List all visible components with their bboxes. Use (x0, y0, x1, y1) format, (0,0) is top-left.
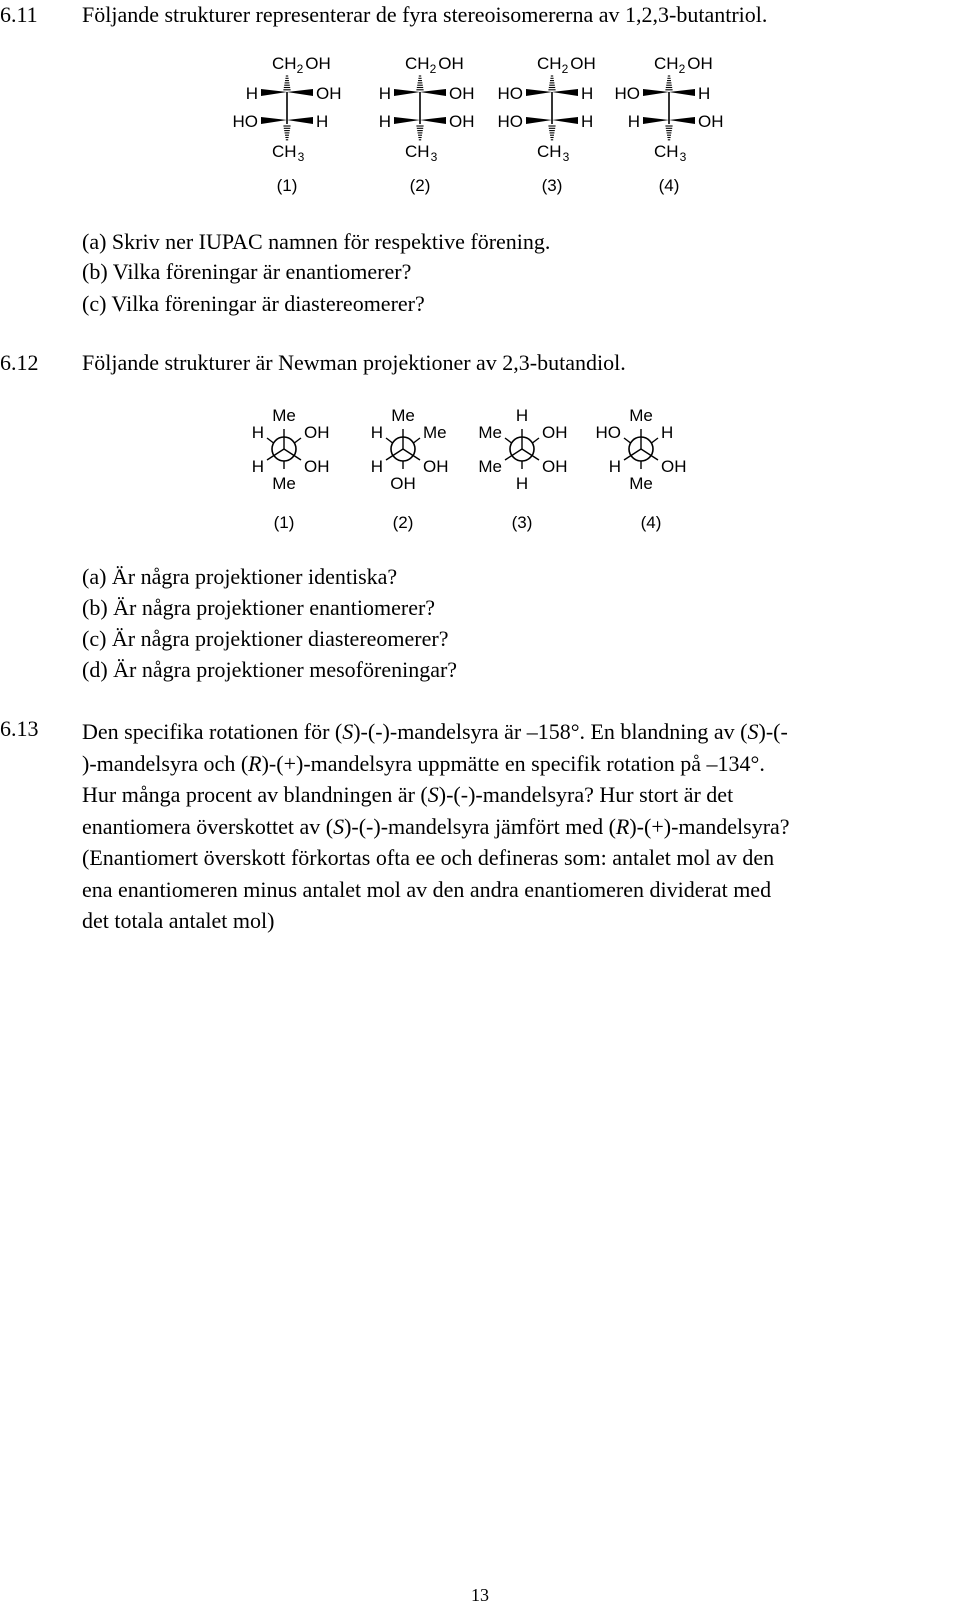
newman-bottom-group: Me (629, 474, 653, 493)
top-group: $CH_2$ OH (654, 54, 713, 76)
fischer-structure (379, 54, 475, 195)
projection-label: (4) (640, 513, 662, 532)
text-run: )-(-)-mandelsyra jämfört med ( (344, 813, 616, 839)
row1-left-substituent: HO (497, 84, 523, 103)
page-number: 13 (471, 1585, 489, 1605)
top-group: $CH_2$ OH (405, 54, 464, 76)
stereo-descriptor: R (248, 750, 262, 776)
row2-left-substituent: H (627, 112, 640, 131)
projection-label: (1) (273, 513, 295, 532)
newman-lower-right-group: OH (304, 457, 330, 476)
stereo-descriptor: R (615, 813, 630, 839)
section-number: 6.13 (0, 716, 39, 741)
question-6-11-c: (c) Vilka föreningar är diastereomerer? (82, 291, 425, 316)
newman-lower-left-group: H (251, 457, 264, 476)
text-run: enantiomera överskottet av ( (82, 813, 334, 839)
section-number: 6.11 (0, 2, 38, 27)
newman-upper-left-group: HO (595, 423, 621, 442)
newman-top-group: H (515, 406, 529, 425)
row1-left-substituent: HO (614, 84, 640, 103)
newman-lower-right-group: OH (423, 457, 449, 476)
text-run: )-(+)-mandelsyra? (629, 813, 790, 839)
newman-upper-left-group: H (251, 423, 264, 442)
stereo-descriptor: S (427, 782, 439, 807)
newman-upper-right-group: OH (542, 423, 568, 442)
fischer-projections (0, 40, 960, 245)
text-run: Den specifika rotationen för ( (82, 719, 343, 744)
row2-right-substituent: H (581, 112, 594, 131)
newman-lower-left-group: H (608, 457, 621, 476)
stereo-descriptor: S (342, 719, 354, 744)
section-title: Följande strukturer är Newman projektioner av 2,3-butandiol. (82, 350, 626, 375)
fischer-structure (498, 54, 596, 195)
structure-label: (4) (658, 176, 680, 195)
paragraph-line (82, 905, 960, 937)
row2-left-substituent: H (378, 112, 391, 131)
newman-projection (371, 406, 449, 532)
question-6-12-b: (b) Är några projektioner enantiomerer? (82, 595, 436, 620)
row1-right-substituent: H (581, 84, 594, 103)
newman-projection (596, 406, 687, 532)
newman-bottom-group: OH (390, 474, 416, 493)
question-6-12-d: (d) Är några projektioner mesoföreningar? (82, 657, 458, 682)
newman-projections (0, 400, 960, 550)
text-run: )-(- (758, 719, 788, 744)
paragraph-line (82, 779, 960, 811)
section-number: 6.12 (0, 350, 39, 375)
text-run: )-mandelsyra och ( (82, 750, 249, 776)
stereo-descriptor: S (333, 813, 345, 839)
newman-top-group: Me (629, 406, 653, 425)
newman-projection (252, 406, 330, 532)
newman-top-group: Me (272, 406, 296, 425)
structure-label: (3) (541, 176, 563, 195)
newman-lower-right-group: OH (661, 457, 687, 476)
paragraph-line (82, 874, 960, 906)
fischer-structure (615, 54, 724, 195)
newman-top-group: Me (391, 406, 415, 425)
newman-bottom-group: Me (272, 474, 296, 493)
text-run: det totala antalet mol) (82, 908, 275, 933)
row1-right-substituent: OH (316, 84, 342, 103)
structure-label: (2) (409, 176, 431, 195)
newman-lower-left-group: Me (478, 457, 502, 476)
top-group: $CH_2$ OH (537, 54, 596, 76)
question-6-11-b: (b) Vilka föreningar är enantiomerer? (82, 259, 412, 284)
paragraph-line (82, 748, 960, 780)
bottom-group: $CH_3$ (654, 142, 687, 164)
paragraph-line (82, 716, 960, 748)
bottom-group: $CH_3$ (405, 142, 438, 164)
row2-right-substituent: OH (449, 112, 475, 131)
text-run: )-(-)-mandelsyra? Hur stort är det (438, 782, 734, 807)
newman-upper-left-group: H (370, 423, 383, 442)
question-6-11-a: (a) Skriv ner IUPAC namnen för respektive förening. (82, 229, 551, 254)
bottom-group: $CH_3$ (272, 142, 305, 164)
paragraph-line (82, 811, 960, 843)
newman-projection (478, 406, 567, 532)
projection-label: (2) (392, 513, 414, 532)
question-6-12-c: (c) Är några projektioner diastereomerer? (82, 626, 449, 651)
projection-label: (3) (511, 513, 533, 532)
question-6-12-a: (a) Är några projektioner identiska? (82, 564, 398, 589)
newman-upper-right-group: OH (304, 423, 330, 442)
paragraph-line (82, 842, 960, 874)
structure-label: (1) (276, 176, 298, 195)
row2-left-substituent: HO (497, 112, 523, 131)
stereo-descriptor: S (747, 719, 759, 744)
text-run: (Enantiomert överskott förkortas ofta ee och defineras som: antalet mol av den (82, 845, 775, 870)
newman-bottom-group: H (515, 474, 529, 493)
section-6-13-text (82, 716, 960, 937)
newman-upper-right-group: H (661, 423, 674, 442)
newman-lower-left-group: H (370, 457, 383, 476)
newman-lower-right-group: OH (542, 457, 568, 476)
text-run: )-(+)-mandelsyra uppmätte en specifik rotation på –134°. (261, 750, 765, 776)
row2-right-substituent: H (316, 112, 329, 131)
newman-upper-left-group: Me (478, 423, 502, 442)
text-run: Hur många procent av blandningen är ( (82, 782, 428, 807)
section-title: Följande strukturer representerar de fyra stereoisomererna av 1,2,3-butantriol. (82, 2, 768, 27)
row1-left-substituent: H (245, 84, 258, 103)
row1-right-substituent: OH (449, 84, 475, 103)
text-run: )-(-)-mandelsyra är –158°. En blandning av ( (353, 719, 748, 744)
newman-upper-right-group: Me (423, 423, 447, 442)
row2-left-substituent: HO (232, 112, 258, 131)
bottom-group: $CH_3$ (537, 142, 570, 164)
text-run: ena enantiomeren minus antalet mol av den andra enantiomeren dividerat med (82, 876, 772, 902)
row1-right-substituent: H (698, 84, 711, 103)
row1-left-substituent: H (378, 84, 391, 103)
row2-right-substituent: OH (698, 112, 724, 131)
top-group: $CH_2$ OH (272, 54, 331, 76)
fischer-structure (233, 54, 342, 195)
